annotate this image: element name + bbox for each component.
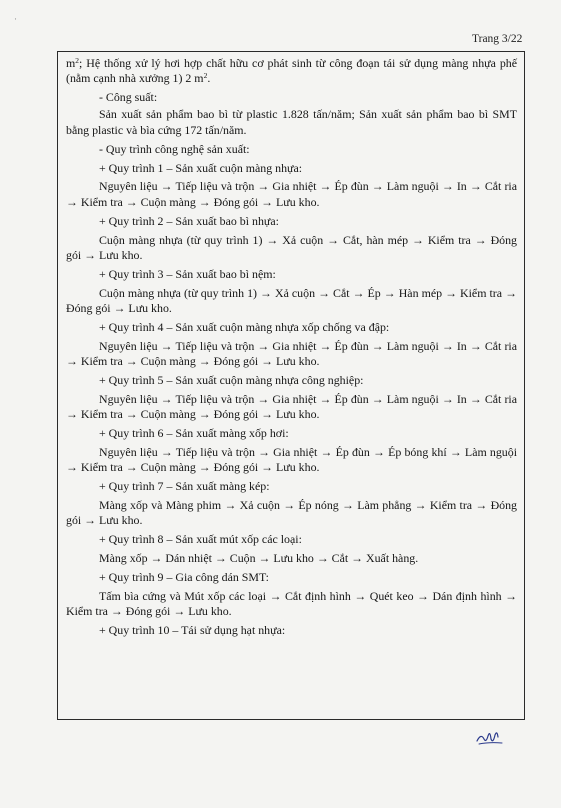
process-5-steps: Nguyên liệu → Tiếp liệu và trộn → Gia nhiệt → Ép đùn → Làm nguội → In → Cắt ria → Kiểm tra → Cuộn màng → Đóng gói → Lưu kho. [66, 391, 517, 422]
process-2-title: + Quy trình 2 – Sản xuất bao bì nhựa: [99, 213, 279, 228]
process-9-steps: Tấm bìa cứng và Mút xốp các loại → Cắt định hình → Quét keo → Dán định hình → Kiểm tra → Đóng gói → Lưu kho. [66, 588, 517, 619]
process-1-steps: Nguyên liệu → Tiếp liệu và trộn → Gia nhiệt → Ép đùn → Làm nguội → In → Cắt ria → Kiểm tra → Cuộn màng → Đóng gói → Lưu kho. [66, 179, 517, 209]
process-4-title: + Quy trình 4 – Sản xuất cuộn màng nhựa xốp chống va đập: [99, 319, 390, 334]
process-9-title: + Quy trình 9 – Gia công dán SMT: [99, 569, 269, 584]
process-8-title: + Quy trình 8 – Sản xuất mút xốp các loại: [99, 532, 302, 547]
process-8-steps: Màng xốp → Dán nhiệt → Cuộn → Lưu kho → Cắt → Xuất hàng. [99, 551, 419, 565]
process-10-title: + Quy trình 10 – Tái sử dụng hạt nhựa: [99, 622, 286, 637]
process-2-steps: Cuộn màng nhựa (từ quy trình 1) → Xả cuộn → Cắt, hàn mép → Kiểm tra → Đóng gói → Lưu kho. [66, 232, 517, 262]
process-5-title: + Quy trình 5 – Sản xuất cuộn màng nhựa công nghiệp: [99, 372, 364, 387]
page-number: Trang 3/22 [472, 33, 523, 45]
intro-paragraph: $m^2$; Hệ thống xử lý hơi hợp chất hữu cơ phát sinh từ công đoạn tái sử dụng màng nhựa phế (nằm cạnh nhà xưởng 1) 2 $m^2$. [66, 56, 517, 86]
process-3-title: + Quy trình 3 – Sản xuất bao bì nệm: [99, 266, 276, 281]
process-heading: - Quy trình công nghệ sản xuất: [99, 141, 250, 156]
process-6-steps: Nguyên liệu → Tiếp liệu và trộn → Gia nhiệt → Ép đùn → Ép bóng khí → Làm nguội → Kiểm tra → Cuộn màng → Đóng gói → Lưu kho. [66, 444, 517, 475]
process-4-steps: Nguyên liệu → Tiếp liệu và trộn → Gia nhiệt → Ép đùn → Làm nguội → In → Cắt ria → Kiểm tra → Cuộn màng → Đóng gói → Lưu kho. [66, 338, 517, 368]
capacity-heading: - Công suất: [99, 90, 158, 105]
process-6-title: + Quy trình 6 – Sản xuất màng xốp hơi: [99, 425, 289, 440]
process-7-title: + Quy trình 7 – Sản xuất màng kép: [99, 479, 270, 494]
process-7-steps: Màng xốp và Màng phim → Xả cuộn → Ép nóng → Làm phẳng → Kiểm tra → Đóng gói → Lưu kho. [66, 497, 517, 528]
document-body [66, 56, 517, 642]
margin-mark: · [14, 14, 17, 24]
process-3-steps: Cuộn màng nhựa (từ quy trình 1) → Xả cuộn → Cắt → Ép → Hàn mép → Kiểm tra → Đóng gói → Lưu kho. [66, 285, 517, 315]
capacity-text: Sản xuất sản phẩm bao bì từ plastic 1.828 tấn/năm; Sản xuất sản phẩm bao bì SMT bằng plastic và bìa cứng 172 tấn/năm. [66, 107, 517, 137]
signature-mark [475, 727, 505, 747]
process-1-title: + Quy trình 1 – Sản xuất cuộn màng nhựa: [99, 160, 303, 175]
